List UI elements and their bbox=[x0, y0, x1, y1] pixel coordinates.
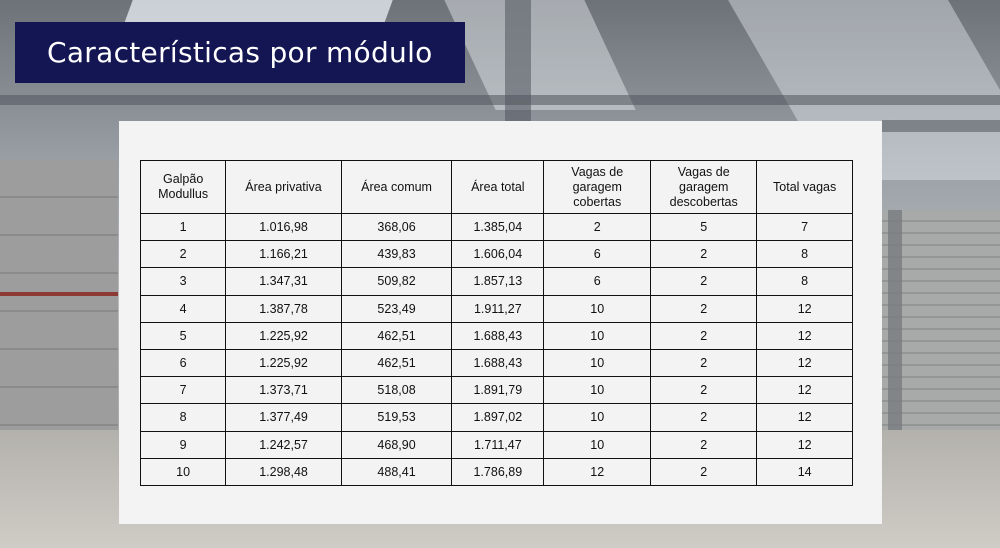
table-cell: 1.166,21 bbox=[226, 241, 342, 268]
roof-column bbox=[505, 0, 531, 130]
table-row bbox=[141, 349, 853, 376]
roof-beam bbox=[882, 120, 1000, 132]
table-cell: 12 bbox=[757, 349, 853, 376]
table-cell: 9 bbox=[141, 431, 226, 458]
table-row bbox=[141, 241, 853, 268]
table-row bbox=[141, 377, 853, 404]
table-cell: 6 bbox=[544, 241, 651, 268]
table-cell: 5 bbox=[651, 214, 757, 241]
table-cell: 5 bbox=[141, 322, 226, 349]
column-header bbox=[226, 161, 342, 214]
table-cell: 8 bbox=[757, 241, 853, 268]
table-cell: 2 bbox=[544, 214, 651, 241]
table-cell: 12 bbox=[544, 458, 651, 485]
column-header bbox=[141, 161, 226, 214]
table-cell: 7 bbox=[141, 377, 226, 404]
table-cell: 1.242,57 bbox=[226, 431, 342, 458]
table-cell: 439,83 bbox=[341, 241, 452, 268]
table-row bbox=[141, 268, 853, 295]
title-banner bbox=[15, 22, 465, 83]
column-header-line: Total vagas bbox=[773, 179, 837, 194]
table-cell: 10 bbox=[544, 404, 651, 431]
table-row bbox=[141, 322, 853, 349]
column-header-line: Galpão bbox=[162, 172, 204, 186]
table-cell: 1.377,49 bbox=[226, 404, 342, 431]
column-header-line: garagem bbox=[679, 179, 729, 194]
table-cell: 12 bbox=[757, 377, 853, 404]
table-card bbox=[119, 121, 882, 524]
column-header bbox=[651, 161, 757, 214]
skylight bbox=[444, 0, 635, 110]
table-cell: 12 bbox=[757, 295, 853, 322]
table-cell: 518,08 bbox=[341, 377, 452, 404]
table-cell: 2 bbox=[651, 377, 757, 404]
table-cell: 1.385,04 bbox=[452, 214, 544, 241]
table-cell: 2 bbox=[651, 404, 757, 431]
table-cell: 10 bbox=[141, 458, 226, 485]
table-cell: 1.891,79 bbox=[452, 377, 544, 404]
column-header-line: descobertas bbox=[669, 194, 738, 209]
table-cell: 2 bbox=[651, 349, 757, 376]
column-header-line: Vagas de bbox=[677, 164, 730, 179]
table-cell: 10 bbox=[544, 322, 651, 349]
table-cell: 1.373,71 bbox=[226, 377, 342, 404]
table-cell: 2 bbox=[651, 268, 757, 295]
table-cell: 1.387,78 bbox=[226, 295, 342, 322]
table-cell: 2 bbox=[141, 241, 226, 268]
table-cell: 8 bbox=[757, 268, 853, 295]
table-cell: 1.298,48 bbox=[226, 458, 342, 485]
table-cell: 1.606,04 bbox=[452, 241, 544, 268]
table-cell: 2 bbox=[651, 431, 757, 458]
table-cell: 14 bbox=[757, 458, 853, 485]
table-row bbox=[141, 214, 853, 241]
table-cell: 6 bbox=[141, 349, 226, 376]
table-cell: 10 bbox=[544, 377, 651, 404]
column-header-line: garagem bbox=[572, 179, 622, 194]
column-header-line: Modullus bbox=[158, 187, 209, 201]
table-cell: 2 bbox=[651, 322, 757, 349]
column-header bbox=[452, 161, 544, 214]
table-cell: 3 bbox=[141, 268, 226, 295]
table-cell: 468,90 bbox=[341, 431, 452, 458]
column-header-line: Área comum bbox=[361, 179, 432, 194]
table-cell: 2 bbox=[651, 458, 757, 485]
page-title: Características por módulo bbox=[47, 36, 433, 69]
table-cell: 7 bbox=[757, 214, 853, 241]
table-cell: 6 bbox=[544, 268, 651, 295]
roof-beam bbox=[0, 95, 1000, 105]
table-cell: 1.688,43 bbox=[452, 322, 544, 349]
column-header bbox=[341, 161, 452, 214]
table-cell: 462,51 bbox=[341, 322, 452, 349]
column-header-line: Área total bbox=[471, 179, 525, 194]
table-cell: 10 bbox=[544, 295, 651, 322]
column-header bbox=[544, 161, 651, 214]
table-cell: 4 bbox=[141, 295, 226, 322]
table-body bbox=[141, 214, 853, 486]
table-cell: 10 bbox=[544, 431, 651, 458]
table-cell: 1.347,31 bbox=[226, 268, 342, 295]
table-cell: 12 bbox=[757, 431, 853, 458]
wall-column bbox=[888, 210, 902, 430]
table-cell: 8 bbox=[141, 404, 226, 431]
table-cell: 1 bbox=[141, 214, 226, 241]
table-cell: 12 bbox=[757, 404, 853, 431]
table-cell: 1.911,27 bbox=[452, 295, 544, 322]
table-cell: 1.016,98 bbox=[226, 214, 342, 241]
table-cell: 368,06 bbox=[341, 214, 452, 241]
table-cell: 1.225,92 bbox=[226, 322, 342, 349]
column-header-line: Vagas de bbox=[571, 164, 624, 179]
table-row bbox=[141, 404, 853, 431]
table-cell: 2 bbox=[651, 241, 757, 268]
table-cell: 519,53 bbox=[341, 404, 452, 431]
table-cell: 462,51 bbox=[341, 349, 452, 376]
modules-table bbox=[140, 160, 853, 486]
table-row bbox=[141, 295, 853, 322]
table-cell: 2 bbox=[651, 295, 757, 322]
table-cell: 10 bbox=[544, 349, 651, 376]
table-cell: 509,82 bbox=[341, 268, 452, 295]
table-cell: 1.897,02 bbox=[452, 404, 544, 431]
red-pipe bbox=[0, 292, 118, 296]
table-cell: 488,41 bbox=[341, 458, 452, 485]
column-header-line: Área privativa bbox=[245, 179, 322, 194]
table-cell: 12 bbox=[757, 322, 853, 349]
table-cell: 1.225,92 bbox=[226, 349, 342, 376]
table-cell: 1.688,43 bbox=[452, 349, 544, 376]
table-cell: 1.786,89 bbox=[452, 458, 544, 485]
column-header bbox=[757, 161, 853, 214]
table-cell: 1.857,13 bbox=[452, 268, 544, 295]
table-row bbox=[141, 458, 853, 485]
table-row bbox=[141, 431, 853, 458]
column-header-line: cobertas bbox=[573, 194, 622, 209]
table-cell: 1.711,47 bbox=[452, 431, 544, 458]
table-header-row bbox=[141, 161, 853, 214]
table-cell: 523,49 bbox=[341, 295, 452, 322]
